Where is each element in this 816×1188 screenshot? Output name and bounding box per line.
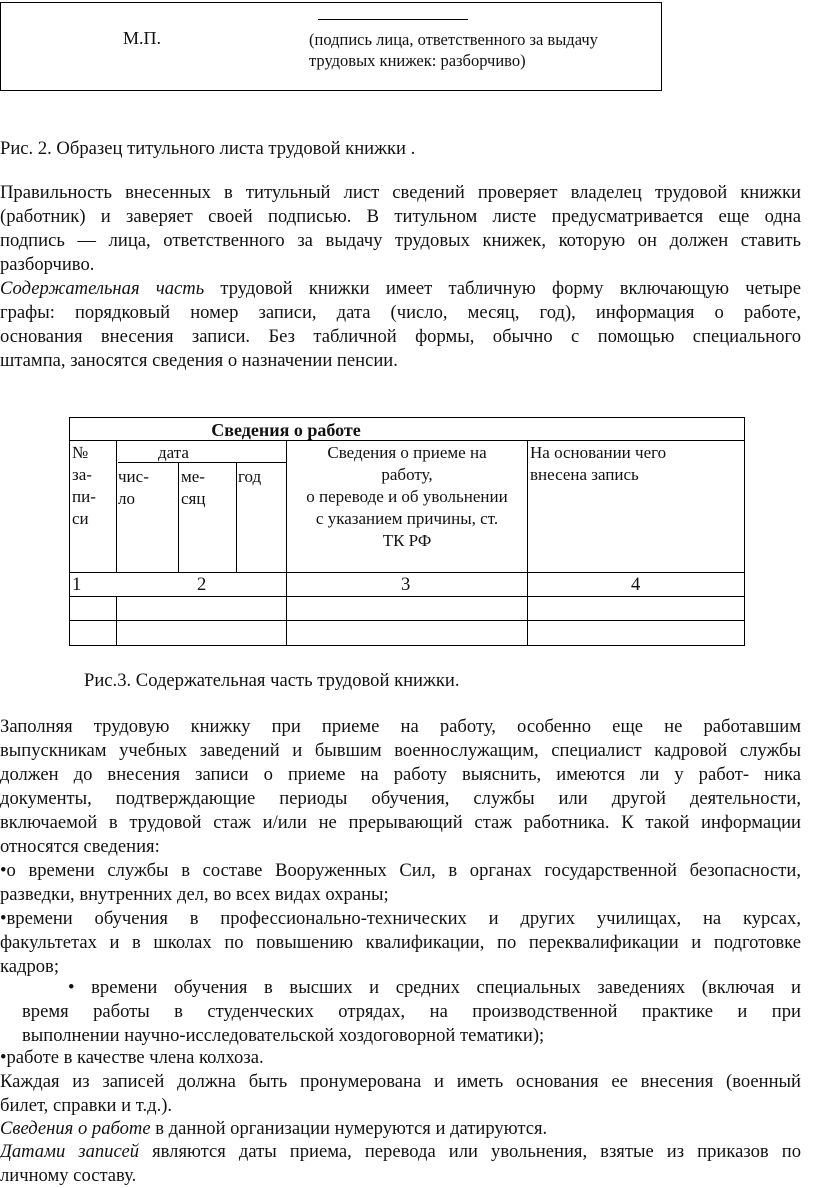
term-work-info: Сведения о работе [0,1118,151,1139]
list-item-military-service: •о времени службы в составе Вооруженных Сил, в органах государственной безопасности, разведки, внутренних дел, во всех видах охраны; [0,860,801,905]
paragraph-content-part: Содержательная часть трудовой книжки имеет табличную форму включающую четыре графы: порядковый номер записи, дата (число, месяц, год), информация о работе, основания внесения записи. Без табличной формы, обычно с помощью специального штампа, заносятся сведения о назначении пенсии. [0,278,801,371]
table-rule [236,462,237,572]
work-record-table [69,417,745,646]
paragraph-numbering: Каждая из записей должна быть пронумерована и иметь основания ее внесения (военный билет, справки и т.д.). [0,1071,801,1116]
header-day: чис- ло [118,467,149,508]
header-record-number: № за- пи- си [72,443,96,528]
column-number-4: 4 [631,574,641,595]
signature-caption: (подпись лица, ответственного за выдачу трудовых книжек: разборчиво) [309,30,598,70]
paragraph-filling-rules: Заполняя трудовую книжку при приеме на работу, особенно еще не работавшим выпускникам учебных заведений и бывшим военнослужащим, специалист кадровой службы должен до внесения записи о приеме на работу выяснить, имеются ли у работ- ника документы, подтверждающие периоды обучения, службы или другой деятельности, включаемой в трудовой стаж и/или не прерывающий стаж работника. К такой информации относятся сведения: [0,716,801,857]
header-basis: На основании чего внесена запись [530,443,667,484]
table-rule [527,440,528,646]
column-number-1: 1 [72,574,82,595]
term-record-dates: Датами записей [0,1141,140,1162]
table-rule [70,572,744,573]
column-number-2: 2 [197,574,207,595]
list-item-higher-education: • времени обучения в высших и средних специальных заведениях (включая и время работы в студенческих отрядах, на производственной практике и при выполнении научно-исследовательской хоздоговорной тематики); [22,977,801,1046]
header-year: год [238,467,262,486]
table-rule [116,440,117,572]
paragraph-record-dates: Датами записей являются даты приема, перевода или увольнения, взятые из приказов по личному составу. [0,1141,801,1186]
list-item-collective-farm: •работе в качестве члена колхоза. [0,1047,264,1068]
table-rule [70,620,744,621]
table-rule [118,462,286,463]
table-rule [70,596,744,597]
figure-3-caption: Рис.3. Содержательная часть трудовой книжки. [84,670,460,691]
table-rule [116,596,117,646]
paragraph-title-page: Правильность внесенных в титульный лист сведений проверяет владелец трудовой книжки (работник) и заверяет своей подписью. В титульном листе предусматривается еще одна подпись — лица, ответственного за выдачу трудовых книжек, которую он должен ставить разборчиво. [0,182,801,275]
table-title: Сведения о работе [211,420,361,440]
signature-line [318,19,468,20]
paragraph-work-info: Сведения о работе в данной организации нумеруются и датируются. [0,1118,548,1139]
table-rule [178,462,179,572]
list-item-vocational-training: •времени обучения в профессионально-технических и других училищах, на курсах, факультетах и в школах по повышению квалификации, по переквалификации и подготовке кадров; [0,908,801,977]
figure-2-caption: Рис. 2. Образец титульного листа трудовой книжки . [0,138,416,159]
header-date: дата [158,443,189,462]
stamp-mp-label: М.П. [123,28,162,48]
term-content-part: Содержательная часть [0,278,205,299]
header-month: ме- сяц [181,467,206,508]
column-number-3: 3 [401,574,411,595]
header-work-info: Сведения о приеме на работу, о переводе и об увольнении с указанием причины, ст. ТК РФ [306,443,508,550]
